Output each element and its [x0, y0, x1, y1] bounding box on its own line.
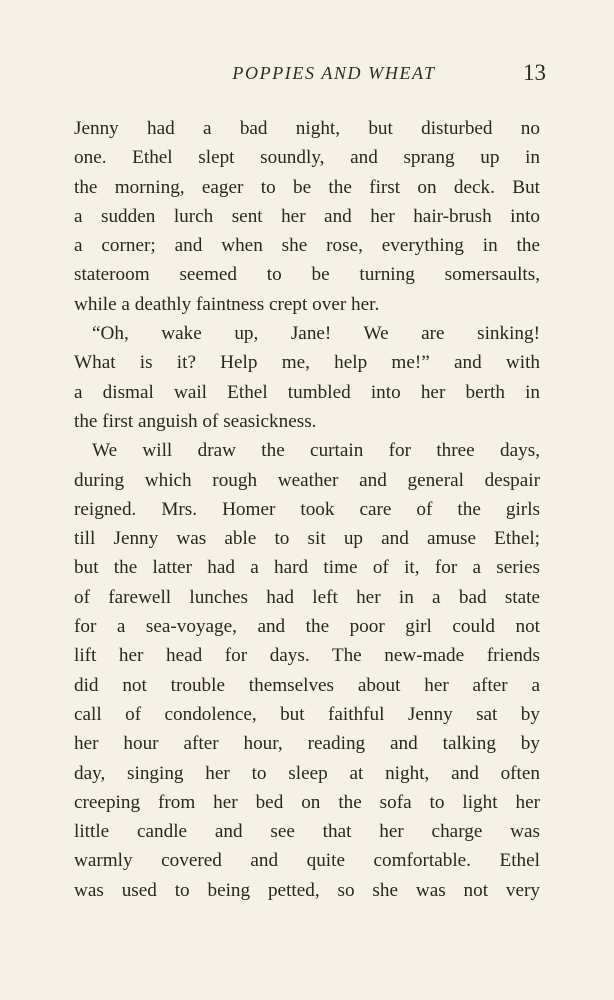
page-number: 13	[523, 60, 546, 85]
text-line: for a sea-voyage, and the poor girl could not	[74, 616, 540, 638]
text-line: but the latter had a hard time of it, for a series	[74, 557, 540, 579]
text-line: till Jenny was able to sit up and amuse Ethel;	[74, 528, 540, 550]
text-line: a corner; and when she rose, everything in the	[74, 235, 540, 257]
text-line: lift her head for days. The new-made friends	[74, 645, 540, 667]
text-line: day, singing her to sleep at night, and often	[74, 762, 540, 784]
text-line: We will draw the curtain for three days,	[92, 440, 540, 462]
body-text	[74, 114, 540, 905]
text-line: “Oh, wake up, Jane! We are sinking!	[92, 323, 540, 345]
text-line: was used to being petted, so she was not very	[74, 879, 540, 901]
text-line: Jenny had a bad night, but disturbed no	[74, 118, 540, 139]
text-line: did not trouble themselves about her after a	[74, 674, 540, 696]
text-line: warmly covered and quite comfortable. Ethel	[74, 850, 540, 872]
text-line: What is it? Help me, help me!” and with	[74, 352, 540, 374]
text-line: of farewell lunches had left her in a bad state	[74, 586, 540, 608]
text-line: stateroom seemed to be turning somersaults,	[74, 264, 540, 286]
text-line: call of condolence, but faithful Jenny sat by	[74, 703, 540, 725]
text-line: the morning, eager to be the first on deck. But	[74, 176, 540, 198]
text-line: during which rough weather and general despair	[74, 469, 540, 491]
text-line: a sudden lurch sent her and her hair-brush into	[74, 205, 540, 227]
text-line: while a deathly faintness crept over her.	[74, 293, 380, 315]
text-line: her hour after hour, reading and talking by	[74, 733, 540, 755]
text-line: one. Ethel slept soundly, and sprang up in	[74, 147, 540, 169]
text-line: the first anguish of seasickness.	[74, 410, 317, 432]
running-header	[60, 60, 546, 90]
text-line: a dismal wail Ethel tumbled into her berth in	[74, 381, 540, 403]
running-title: POPPIES AND WHEAT	[232, 63, 436, 83]
text-line: reigned. Mrs. Homer took care of the girls	[74, 498, 540, 520]
text-line: creeping from her bed on the sofa to light her	[74, 791, 540, 813]
text-line: little candle and see that her charge was	[74, 821, 540, 843]
